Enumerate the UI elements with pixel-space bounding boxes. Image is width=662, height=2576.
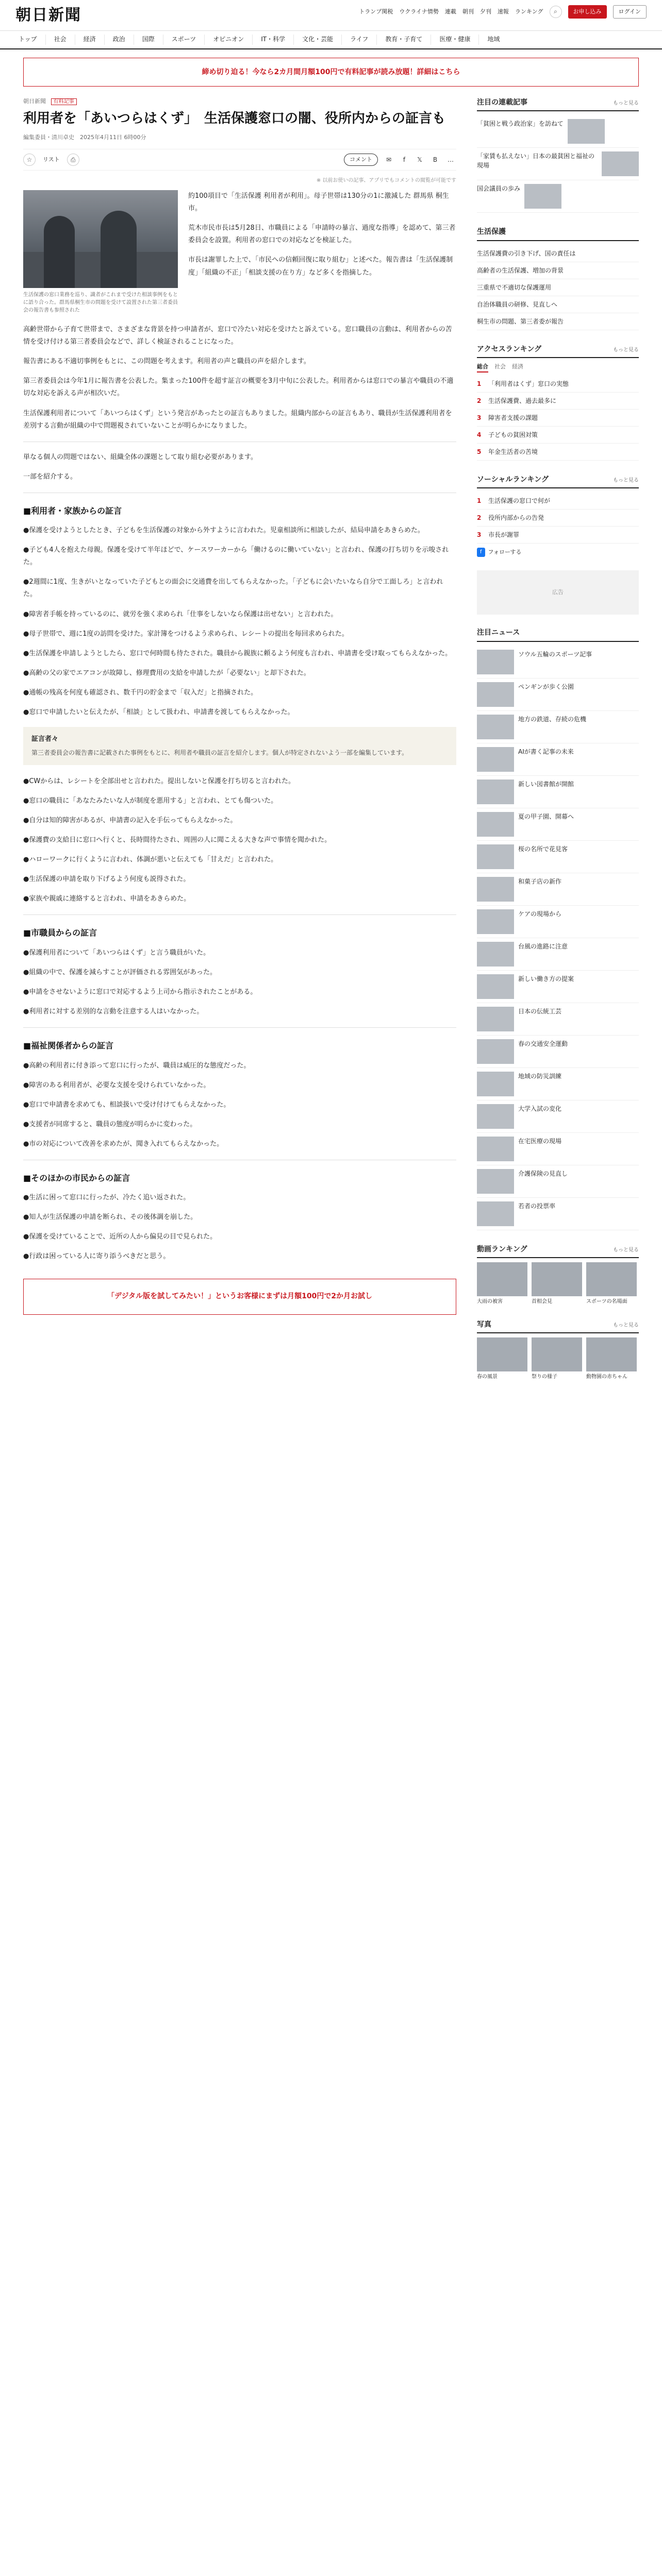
trial-promo-banner[interactable]: 「デジタル版を試してみたい！」というお客様にまずは月額100円で2か月お試し bbox=[23, 1279, 456, 1315]
featured-series bbox=[477, 97, 639, 213]
ranking-tabs bbox=[477, 362, 639, 372]
login-button[interactable]: ログイン bbox=[613, 5, 647, 19]
news-item[interactable]: 日本の伝統工芸 bbox=[477, 1003, 639, 1036]
testimony: ●支援者が同席すると、職員の態度が明らかに変わった。 bbox=[23, 1120, 197, 1128]
testimony: ●組織の中で、保護を減らすことが評価される雰囲気があった。 bbox=[23, 968, 217, 976]
thumbnail bbox=[524, 184, 561, 209]
bookmark-icon[interactable]: ☆ bbox=[23, 154, 36, 166]
ranking-item[interactable]: 5 年金生活者の苦境 bbox=[477, 444, 639, 461]
social-ranking bbox=[477, 474, 639, 557]
follow-row: f フォローする bbox=[477, 548, 639, 557]
video-cards bbox=[477, 1262, 639, 1306]
top-link[interactable]: 速報 bbox=[497, 8, 509, 15]
tab[interactable]: 総合 bbox=[477, 362, 488, 372]
ad-slot[interactable]: 広告 bbox=[477, 570, 639, 615]
photo-cards bbox=[477, 1337, 639, 1381]
list-item[interactable]: 「貧困と戦う政治家」を訪ねて bbox=[477, 115, 639, 148]
ranking-item[interactable]: 2 役所内部からの告発 bbox=[477, 510, 639, 527]
tab[interactable]: 社会 bbox=[494, 363, 506, 370]
nav-item[interactable]: 政治 bbox=[105, 35, 134, 44]
photo-card[interactable]: 春の風景 bbox=[477, 1337, 527, 1381]
nav-item[interactable]: スポーツ bbox=[163, 35, 205, 44]
testimony: ●子ども4人を抱えた母親。保護を受けて半年ほどで、ケースワーカーから「働けるのに働いていない」と言われ、保護の打ち切りを示唆された。 bbox=[23, 546, 449, 567]
article bbox=[23, 97, 456, 1394]
note-box-title: 証言者々 bbox=[31, 735, 59, 743]
testimony: ●高齢の利用者に付き添って窓口に行ったが、職員は威圧的な態度だった。 bbox=[23, 1061, 251, 1070]
testimony: ●保護を受けていることで、近所の人から偏見の目で見られた。 bbox=[23, 1233, 217, 1241]
testimony: ●窓口の職員に「あなたみたいな人が制度を悪用する」と言われ、とても傷ついた。 bbox=[23, 796, 278, 805]
more-icon[interactable]: … bbox=[448, 156, 454, 163]
testimony: ●申請をさせないように窓口で対応するよう上司から指示されたことがある。 bbox=[23, 988, 257, 996]
list-item[interactable]: 国会議員の歩み bbox=[477, 180, 639, 213]
testimony: ●障害のある利用者が、必要な支援を受けられていなかった。 bbox=[23, 1081, 210, 1089]
news-item[interactable]: 介護保険の見直し bbox=[477, 1165, 639, 1198]
breadcrumb-link[interactable]: 朝日新聞 bbox=[23, 98, 46, 105]
comment-note: ※ 以前お使いの記事、アプリでもコメントの閲覧が可能です bbox=[316, 178, 456, 184]
sidebar-heading: ソーシャルランキング もっと見る bbox=[477, 474, 639, 488]
testimony: ●母子世帯で、週に1度の訪問を受けた。家計簿をつけるよう求められ、レシートの提出を毎回求められた。 bbox=[23, 630, 349, 638]
sidebar-heading: アクセスランキング もっと見る bbox=[477, 344, 639, 358]
access-ranking bbox=[477, 344, 639, 461]
lead-text bbox=[188, 190, 456, 314]
site-header bbox=[0, 0, 662, 31]
article-lead bbox=[23, 190, 456, 314]
photo-card[interactable]: 祭りの様子 bbox=[532, 1337, 582, 1381]
news-item[interactable]: 春の交通安全運動 bbox=[477, 1036, 639, 1068]
facebook-icon[interactable]: f bbox=[477, 548, 485, 557]
testimony: ●窓口で申請書を求めても、相談扱いで受け付けてもらえなかった。 bbox=[23, 1100, 230, 1109]
lead-paragraph: 荒木市民市長は5月28日、市職員による「申請時の暴言、過度な指導」を認めて、第三者委員会を設置。利用者の窓口での対応などを検証した。 bbox=[188, 224, 456, 245]
nav-item[interactable]: IT・科学 bbox=[253, 35, 294, 44]
testimony: ●2週間に1度、生きがいとなっていた子どもとの面会に交通費を出してもらえなかった。「子どもに会いたいなら自分で工面しろ」と言われた。 bbox=[23, 578, 443, 599]
photo-section bbox=[477, 1319, 639, 1381]
testimony-note-box bbox=[23, 727, 456, 765]
campaign-banner[interactable]: 締め切り迫る！今なら2カ月間月額100円で有料記事が読み放題！詳細はこちら bbox=[23, 58, 639, 87]
news-item[interactable]: 新しい働き方の提案 bbox=[477, 971, 639, 1003]
testimony: ●生活に困って窓口に行ったが、冷たく追い返された。 bbox=[23, 1194, 190, 1202]
video-card[interactable]: スポーツの名場面 bbox=[586, 1262, 637, 1306]
list-label[interactable]: リスト bbox=[43, 156, 60, 163]
news-item[interactable]: ケアの現場から bbox=[477, 906, 639, 938]
thumbnail bbox=[568, 119, 605, 144]
news-item[interactable]: 和菓子店の新作 bbox=[477, 873, 639, 906]
news-item[interactable]: 若者の投票率 bbox=[477, 1198, 639, 1230]
testimony: ●CWからは、レシートを全部出せと言われた。提出しないと保護を打ち切ると言われた。 bbox=[23, 777, 295, 785]
print-icon[interactable]: ⎙ bbox=[67, 154, 79, 166]
news-item[interactable]: 大学入試の変化 bbox=[477, 1100, 639, 1133]
nav-item[interactable]: ライフ bbox=[342, 35, 377, 44]
thumbnail bbox=[602, 151, 639, 176]
more-link[interactable]: もっと見る bbox=[613, 1247, 639, 1253]
news-item[interactable]: 台風の進路に注意 bbox=[477, 938, 639, 971]
news-item[interactable]: 地方の鉄道、存続の危機 bbox=[477, 711, 639, 743]
news-item[interactable]: AIが書く記事の未来 bbox=[477, 743, 639, 776]
testimony: ●通帳の残高を何度も確認され、数千円の貯金まで「収入だ」と指摘された。 bbox=[23, 688, 258, 697]
nav-item[interactable]: 医療・健康 bbox=[431, 35, 479, 44]
testimony: ●知人が生活保護の申請を断られ、その後体調を崩した。 bbox=[23, 1213, 197, 1222]
paragraph: 報告書にある不適切事例をもとに、この問題を考えます。利用者の声と職員の声を紹介します。 bbox=[23, 358, 310, 366]
sidebar-heading: 注目の連載記事 もっと見る bbox=[477, 97, 639, 111]
list-item[interactable]: 三重県で不適切な保護運用 bbox=[477, 279, 639, 296]
testimony: ●ハローワークに行くように言われ、体調が悪いと伝えても「甘えだ」と言われた。 bbox=[23, 855, 278, 863]
top-links bbox=[359, 5, 647, 19]
list-item[interactable]: 高齢者の生活保護、増加の背景 bbox=[477, 262, 639, 279]
sidebar-heading: 写真 もっと見る bbox=[477, 1319, 639, 1333]
news-item[interactable]: 桜の名所で花見客 bbox=[477, 841, 639, 873]
featured-news bbox=[477, 627, 639, 1230]
list-item[interactable]: 自治体職員の研修、見直しへ bbox=[477, 296, 639, 313]
top-link[interactable]: ランキング bbox=[515, 8, 543, 15]
byline: 編集委員・清川卓史 2025年4月11日 6時00分 bbox=[23, 133, 146, 141]
testimony: ●利用者に対する差別的な言動を注意する人はいなかった。 bbox=[23, 1007, 204, 1015]
section-heading: ■利用者・家族からの証言 bbox=[23, 505, 122, 516]
video-ranking bbox=[477, 1244, 639, 1306]
testimony: ●家族や親戚に連絡すると言われ、申請をあきらめた。 bbox=[23, 895, 191, 903]
news-item[interactable]: 地域の防災訓練 bbox=[477, 1068, 639, 1100]
tab[interactable]: 経済 bbox=[512, 363, 523, 370]
mail-icon[interactable]: ✉ bbox=[386, 156, 392, 163]
testimony: ●高齢の父の家でエアコンが故障し、修理費用の支給を申請したが「必要ない」と却下された。 bbox=[23, 669, 310, 677]
sidebar-heading: 注目ニュース bbox=[477, 627, 639, 641]
testimony: ●保護費の支給日に窓口へ行くと、長時間待たされ、周囲の人に聞こえる大きな声で事情を聞かれた。 bbox=[23, 836, 332, 844]
testimony: ●生活保護の申請を取り下げるよう何度も説得された。 bbox=[23, 875, 190, 884]
photo-card[interactable]: 動物園の赤ちゃん bbox=[586, 1337, 637, 1381]
paragraph: 生活保護利用者について「あいつらはくず」という発言があったとの証言もありました。組織内部からの証言もあり、職員が生活保護利用者を差別する言動が組織の中で問題視されていないことが明らかになりました。 bbox=[23, 409, 452, 430]
nav-item[interactable]: 地域 bbox=[487, 36, 500, 43]
section-heading: ■福祉関係者からの証言 bbox=[23, 1040, 114, 1050]
nav-item[interactable]: 教育・子育て bbox=[377, 35, 431, 44]
ranking-item[interactable]: 4 子どもの貧困対策 bbox=[477, 427, 639, 444]
lead-paragraph: 約100項目で「生活保護 利用者が利用」。母子世帯は130分の1に激減した 群馬県 桐生市。 bbox=[188, 192, 449, 213]
testimony: ●保護利用者について「あいつらはくず」と言う職員がいた。 bbox=[23, 948, 210, 957]
lead-photo bbox=[23, 190, 178, 314]
top-link[interactable]: 朝刊 bbox=[462, 8, 474, 15]
share-icons bbox=[383, 154, 456, 165]
nav-item[interactable]: 社会 bbox=[46, 35, 75, 44]
news-item[interactable]: 在宅医療の現場 bbox=[477, 1133, 639, 1165]
top-link[interactable]: トランプ関税 bbox=[359, 8, 393, 15]
ranking-item[interactable]: 3 市長が謝罪 bbox=[477, 527, 639, 544]
ranking-item[interactable]: 1 生活保護の窓口で何が bbox=[477, 493, 639, 510]
top-link[interactable]: 連載 bbox=[444, 8, 456, 15]
section-heading: ■そのほかの市民からの証言 bbox=[23, 1173, 130, 1183]
sidebar-heading: 生活保護 bbox=[477, 226, 639, 241]
list-item[interactable]: 生活保護費の引き下げ、国の責任は bbox=[477, 245, 639, 262]
nav-item[interactable]: オピニオン bbox=[205, 35, 253, 44]
article-toolbar bbox=[23, 149, 456, 171]
article-body bbox=[23, 324, 456, 1263]
ranking-item[interactable]: 2 生活保護費、過去最多に bbox=[477, 393, 639, 410]
paragraph: 第三者委員会は今年1月に報告書を公表した。集まった100件を超す証言の概要を3月中旬に公表した。利用者からは窓口での暴言や職員の不適切な対応を訴える声が相次いだ。 bbox=[23, 377, 454, 398]
nav-item[interactable]: 経済 bbox=[75, 35, 105, 44]
testimony: ●窓口で申請したいと伝えたが、「相談」として扱われ、申請書を渡してもらえなかった。 bbox=[23, 708, 294, 716]
list-item[interactable]: 「家賃も払えない」日本の最貧困と福祉の現場 bbox=[477, 148, 639, 180]
paragraph: 高齢世帯から子育て世帯まで、さまざまな背景を持つ申請者が、窓口で冷たい対応を受けたと訴えている。窓口職員の言動は、利用者からの苦情を受け付ける第三者委員会などで、詳しく検証されることになった。 bbox=[23, 326, 452, 346]
testimony: ●生活保護を申請しようとしたら、窓口で何時間も待たされた。職員から親族に頼るよう何度も言われ、申請書を受け取ってもらえなかった。 bbox=[23, 649, 452, 657]
comment-button[interactable]: コメント bbox=[344, 154, 378, 166]
top-link[interactable]: 夕刊 bbox=[479, 8, 491, 15]
facebook-icon[interactable]: f bbox=[403, 156, 406, 163]
testimony: ●保護を受けようとしたとき、子どもを生活保護の対象から外すように言われた。児童相談所に相談したが、結局申請をあきらめた。 bbox=[23, 527, 424, 535]
ranking-item[interactable]: 3 障害者支援の課題 bbox=[477, 410, 639, 427]
divider bbox=[23, 1027, 456, 1028]
news-item[interactable]: ペンギンが歩く公園 bbox=[477, 679, 639, 711]
lead-paragraph: 市長は謝罪した上で、「市民への信頼回復に取り組む」と述べた。報告書は「生活保護制度」「組織の不正」「相談支援の在り方」など多くを指摘した。 bbox=[188, 256, 453, 277]
news-item[interactable]: 新しい図書館が開館 bbox=[477, 776, 639, 808]
hatena-icon[interactable]: B bbox=[433, 156, 438, 163]
main-nav bbox=[0, 31, 662, 49]
x-icon[interactable]: 𝕏 bbox=[417, 156, 422, 163]
video-card[interactable]: 首相会見 bbox=[532, 1262, 582, 1306]
breadcrumb bbox=[23, 97, 456, 106]
testimony: ●市の対応について改善を求めたが、聞き入れてもらえなかった。 bbox=[23, 1140, 224, 1148]
search-icon[interactable]: ⌕ bbox=[550, 6, 562, 18]
testimony: ●行政は困っている人に寄り添うべきだと思う。 bbox=[23, 1252, 170, 1261]
meeting-photo[interactable] bbox=[23, 190, 178, 288]
ranking-item[interactable]: 1 「利用者はくず」窓口の実態 bbox=[477, 376, 639, 393]
divider bbox=[23, 914, 456, 915]
video-card[interactable]: 大雨の被害 bbox=[477, 1262, 527, 1306]
more-link[interactable]: もっと見る bbox=[613, 1322, 639, 1328]
premium-badge: 有料記事 bbox=[51, 98, 77, 105]
more-link[interactable]: もっと見る bbox=[613, 477, 639, 483]
testimony: ●自分は知的障害があるが、申請書の記入を手伝ってもらえなかった。 bbox=[23, 816, 237, 824]
more-link[interactable]: もっと見る bbox=[613, 347, 639, 353]
news-item[interactable]: ソウル五輪のスポーツ記事 bbox=[477, 646, 639, 679]
topic-seikatsu-hogo bbox=[477, 226, 639, 330]
testimony: ●障害者手帳を持っているのに、就労を強く求められ「仕事をしないなら保護は出せない」と言われた。 bbox=[23, 610, 338, 618]
note-box-body: 第三者委員会の報告書に記載された事例をもとに、利用者や職員の証言を紹介します。個人が特定されないよう一部を編集しています。 bbox=[31, 749, 408, 756]
paragraph: 一部を紹介する。 bbox=[23, 472, 77, 481]
nav-item[interactable]: 国際 bbox=[134, 35, 163, 44]
article-title: 利用者を「あいつらはくず」 生活保護窓口の闇、役所内からの証言も bbox=[23, 111, 446, 126]
sidebar-heading: 動画ランキング もっと見る bbox=[477, 1244, 639, 1258]
subscribe-button[interactable]: お申し込み bbox=[568, 5, 607, 19]
section-heading: ■市職員からの証言 bbox=[23, 928, 97, 938]
sidebar bbox=[477, 97, 639, 1394]
site-logo[interactable]: 朝日新聞 bbox=[15, 6, 81, 24]
paragraph: 単なる個人の問題ではない、組織全体の課題として取り組む必要があります。 bbox=[23, 453, 257, 461]
top-link[interactable]: ウクライナ情勢 bbox=[399, 8, 439, 15]
nav-item[interactable]: 文化・芸能 bbox=[294, 35, 342, 44]
photo-caption: 生活保護の窓口業務を巡り、識者がこれまで受けた相談事例をもとに語り合った。群馬県桐生市の問題を受けて設置された第三者委員会の報告書も参照された bbox=[23, 292, 178, 314]
news-item[interactable]: 夏の甲子園、開幕へ bbox=[477, 808, 639, 841]
list-item[interactable]: 桐生市の問題、第三者委が報告 bbox=[477, 313, 639, 330]
more-link[interactable]: もっと見る bbox=[613, 100, 639, 106]
nav-item[interactable]: トップ bbox=[10, 35, 46, 44]
